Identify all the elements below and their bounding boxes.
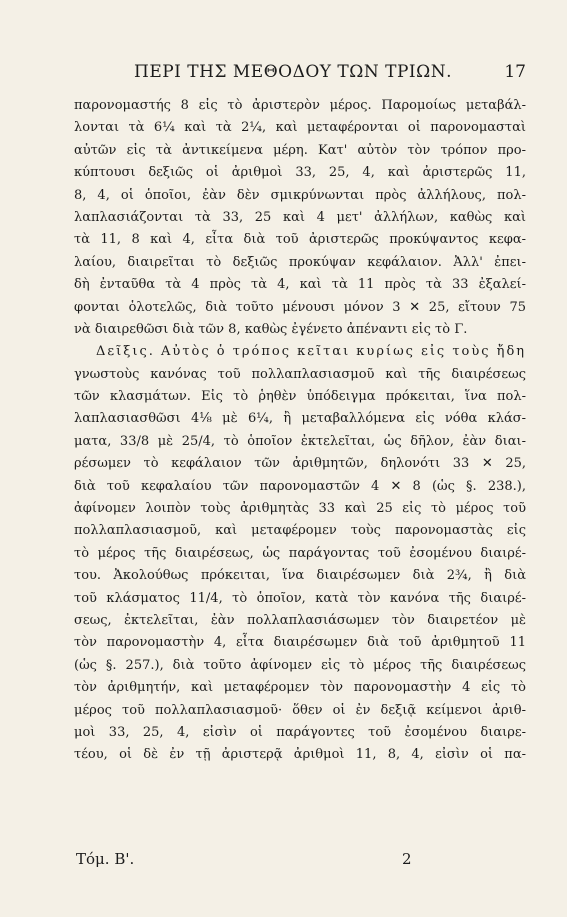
text-line: μέρος τοῦ πολλαπλασιασμοῦ· ὅθεν οἱ ἐν δεξιᾷ κείμενοι ἀριθ- (74, 702, 526, 718)
text-line: τοῦ κλάσματος 11/4, τὸ ὁποῖον, κατὰ τὸν κανόνα τῆς διαιρέ- (74, 590, 526, 606)
text-line: πολλαπλασιασμοῦ, καὶ μεταφέρομεν τοὺς παρονομαστὰς εἰς (74, 523, 526, 539)
text-line: λονται τὰ 6¼ καὶ τὰ 2¼, καὶ μεταφέρονται οἱ παρονομασταὶ (74, 120, 526, 136)
text-line: 8, 4, οἱ ὁποῖοι, ἐὰν δὲν σμικρύνωνται πρὸς ἀλλήλους, πολ- (74, 187, 526, 203)
signature-mark: 2 (402, 850, 412, 868)
text-line: μοὶ 33, 25, 4, εἰσὶν οἱ παράγοντες τοῦ ἐσομένου διαιρε- (74, 724, 526, 740)
text-line: του. Ἀκολούθως πρόκειται, ἵνα διαιρέσωμεν διὰ 2¾, ἢ διὰ (74, 568, 526, 584)
page-number: 17 (504, 62, 526, 82)
text-line: σεως, ἐκτελεῖται, ἐὰν πολλαπλασιάσωμεν τὸν διαιρετέον μὲ (74, 612, 526, 628)
text-line: τὸν παρονομαστὴν 4, εἶτα διαιρέσωμεν διὰ τοῦ ἀριθμητοῦ 11 (74, 635, 526, 651)
body-text (74, 95, 526, 767)
text-line: διὰ τοῦ κεφαλαίου τῶν παρονομαστῶν 4 ✕ 8 (ὡς §. 238.), (74, 478, 526, 494)
text-line: κύπτουσι δεξιῶς οἱ ἀριθμοὶ 33, 25, 4, καὶ ἀριστερῶς 11, (74, 165, 526, 181)
text-line: (ὡς §. 257.), διὰ τοῦτο ἀφίνομεν εἰς τὸ μέρος τῆς διαιρέσεως (74, 657, 526, 673)
text-line: νὰ διαιρεθῶσι διὰ τῶν 8, καθὼς ἐγένετο ἀπέναντι εἰς τὸ Γ. (74, 321, 468, 337)
text-line: τέου, οἱ δὲ ἐν τῇ ἀριστερᾷ ἀριθμοὶ 11, 8, 4, εἰσὶν οἱ πα- (74, 747, 526, 763)
text-line: δὴ ἐνταῦθα τὰ 4 πρὸς τὰ 4, καὶ τὰ 11 πρὸς τὰ 33 ἐξαλεί- (74, 277, 526, 293)
text-line: γνωστοὺς κανόνας τοῦ πολλαπλασιασμοῦ καὶ τῆς διαιρέσεως (74, 366, 526, 382)
proof-paragraph-start: Δεῖξις. Αὐτὸς ὁ τρόπος κεῖται κυρίως εἰς τοὺς ἤδη (96, 344, 526, 360)
text-line: τὸν ἀριθμητήν, καὶ μεταφέρομεν τὸν παρονομαστὴν 4 εἰς τὸ (74, 680, 526, 696)
text-line: παρονομαστής 8 εἰς τὸ ἀριστερὸν μέρος. Παρομοίως μεταβάλ- (74, 98, 526, 113)
text-line: τὰ 11, 8 καὶ 4, εἶτα διὰ τοῦ ἀριστερῶς προκύψαντος κεφα- (74, 232, 526, 248)
text-line: λαπλασιασθῶσι 4⅛ μὲ 6¼, ἢ μεταβαλλόμενα εἰς νόθα κλάσ- (74, 411, 526, 427)
text-line: ματα, 33/8 μὲ 25/4, τὸ ὁποῖον ἐκτελεῖται, ὡς δῆλον, ἐὰν διαι- (74, 433, 526, 449)
page-footer (76, 850, 526, 874)
text-line: ρέσωμεν τὸ κεφάλαιον τῶν ἀριθμητῶν, δηλονότι 33 ✕ 25, (74, 456, 526, 472)
text-line: λαπλασιάζονται τὰ 33, 25 καὶ 4 μετ' ἀλλήλων, καθὼς καὶ (74, 209, 526, 225)
text-line: λαίου, διαιρεῖται τὸ δεξιῶς προκύψαν κεφάλαιον. Ἀλλ' ἐπει- (74, 254, 526, 270)
running-title: ΠΕΡΙ ΤΗΣ ΜΕΘΟΔΟΥ ΤΩΝ ΤΡΙΩΝ. (134, 62, 452, 82)
text-line: τῶν κλασμάτων. Εἰς τὸ ῥηθὲν ὑπόδειγμα πρόκειται, ἵνα πολ- (74, 389, 526, 405)
text-line: τὸ μέρος τῆς διαιρέσεως, ὡς παράγοντας τοῦ ἐσομένου διαιρέ- (74, 545, 526, 561)
volume-mark: Τόμ. Β'. (76, 850, 135, 868)
text-line: ἀφίνομεν λοιπὸν τοὺς ἀριθμητὰς 33 καὶ 25 εἰς τὸ μέρος τοῦ (74, 501, 526, 517)
text-line: φονται ὁλοτελῶς, διὰ τοῦτο μένουσι μόνον 3 ✕ 25, εἴτουν 75 (74, 299, 526, 315)
page-header (74, 62, 526, 90)
text-line: αὐτῶν εἰς τὰ ἀντικείμενα μέρη. Κατ' αὐτὸν τὸν τρόπον προ- (74, 142, 526, 158)
